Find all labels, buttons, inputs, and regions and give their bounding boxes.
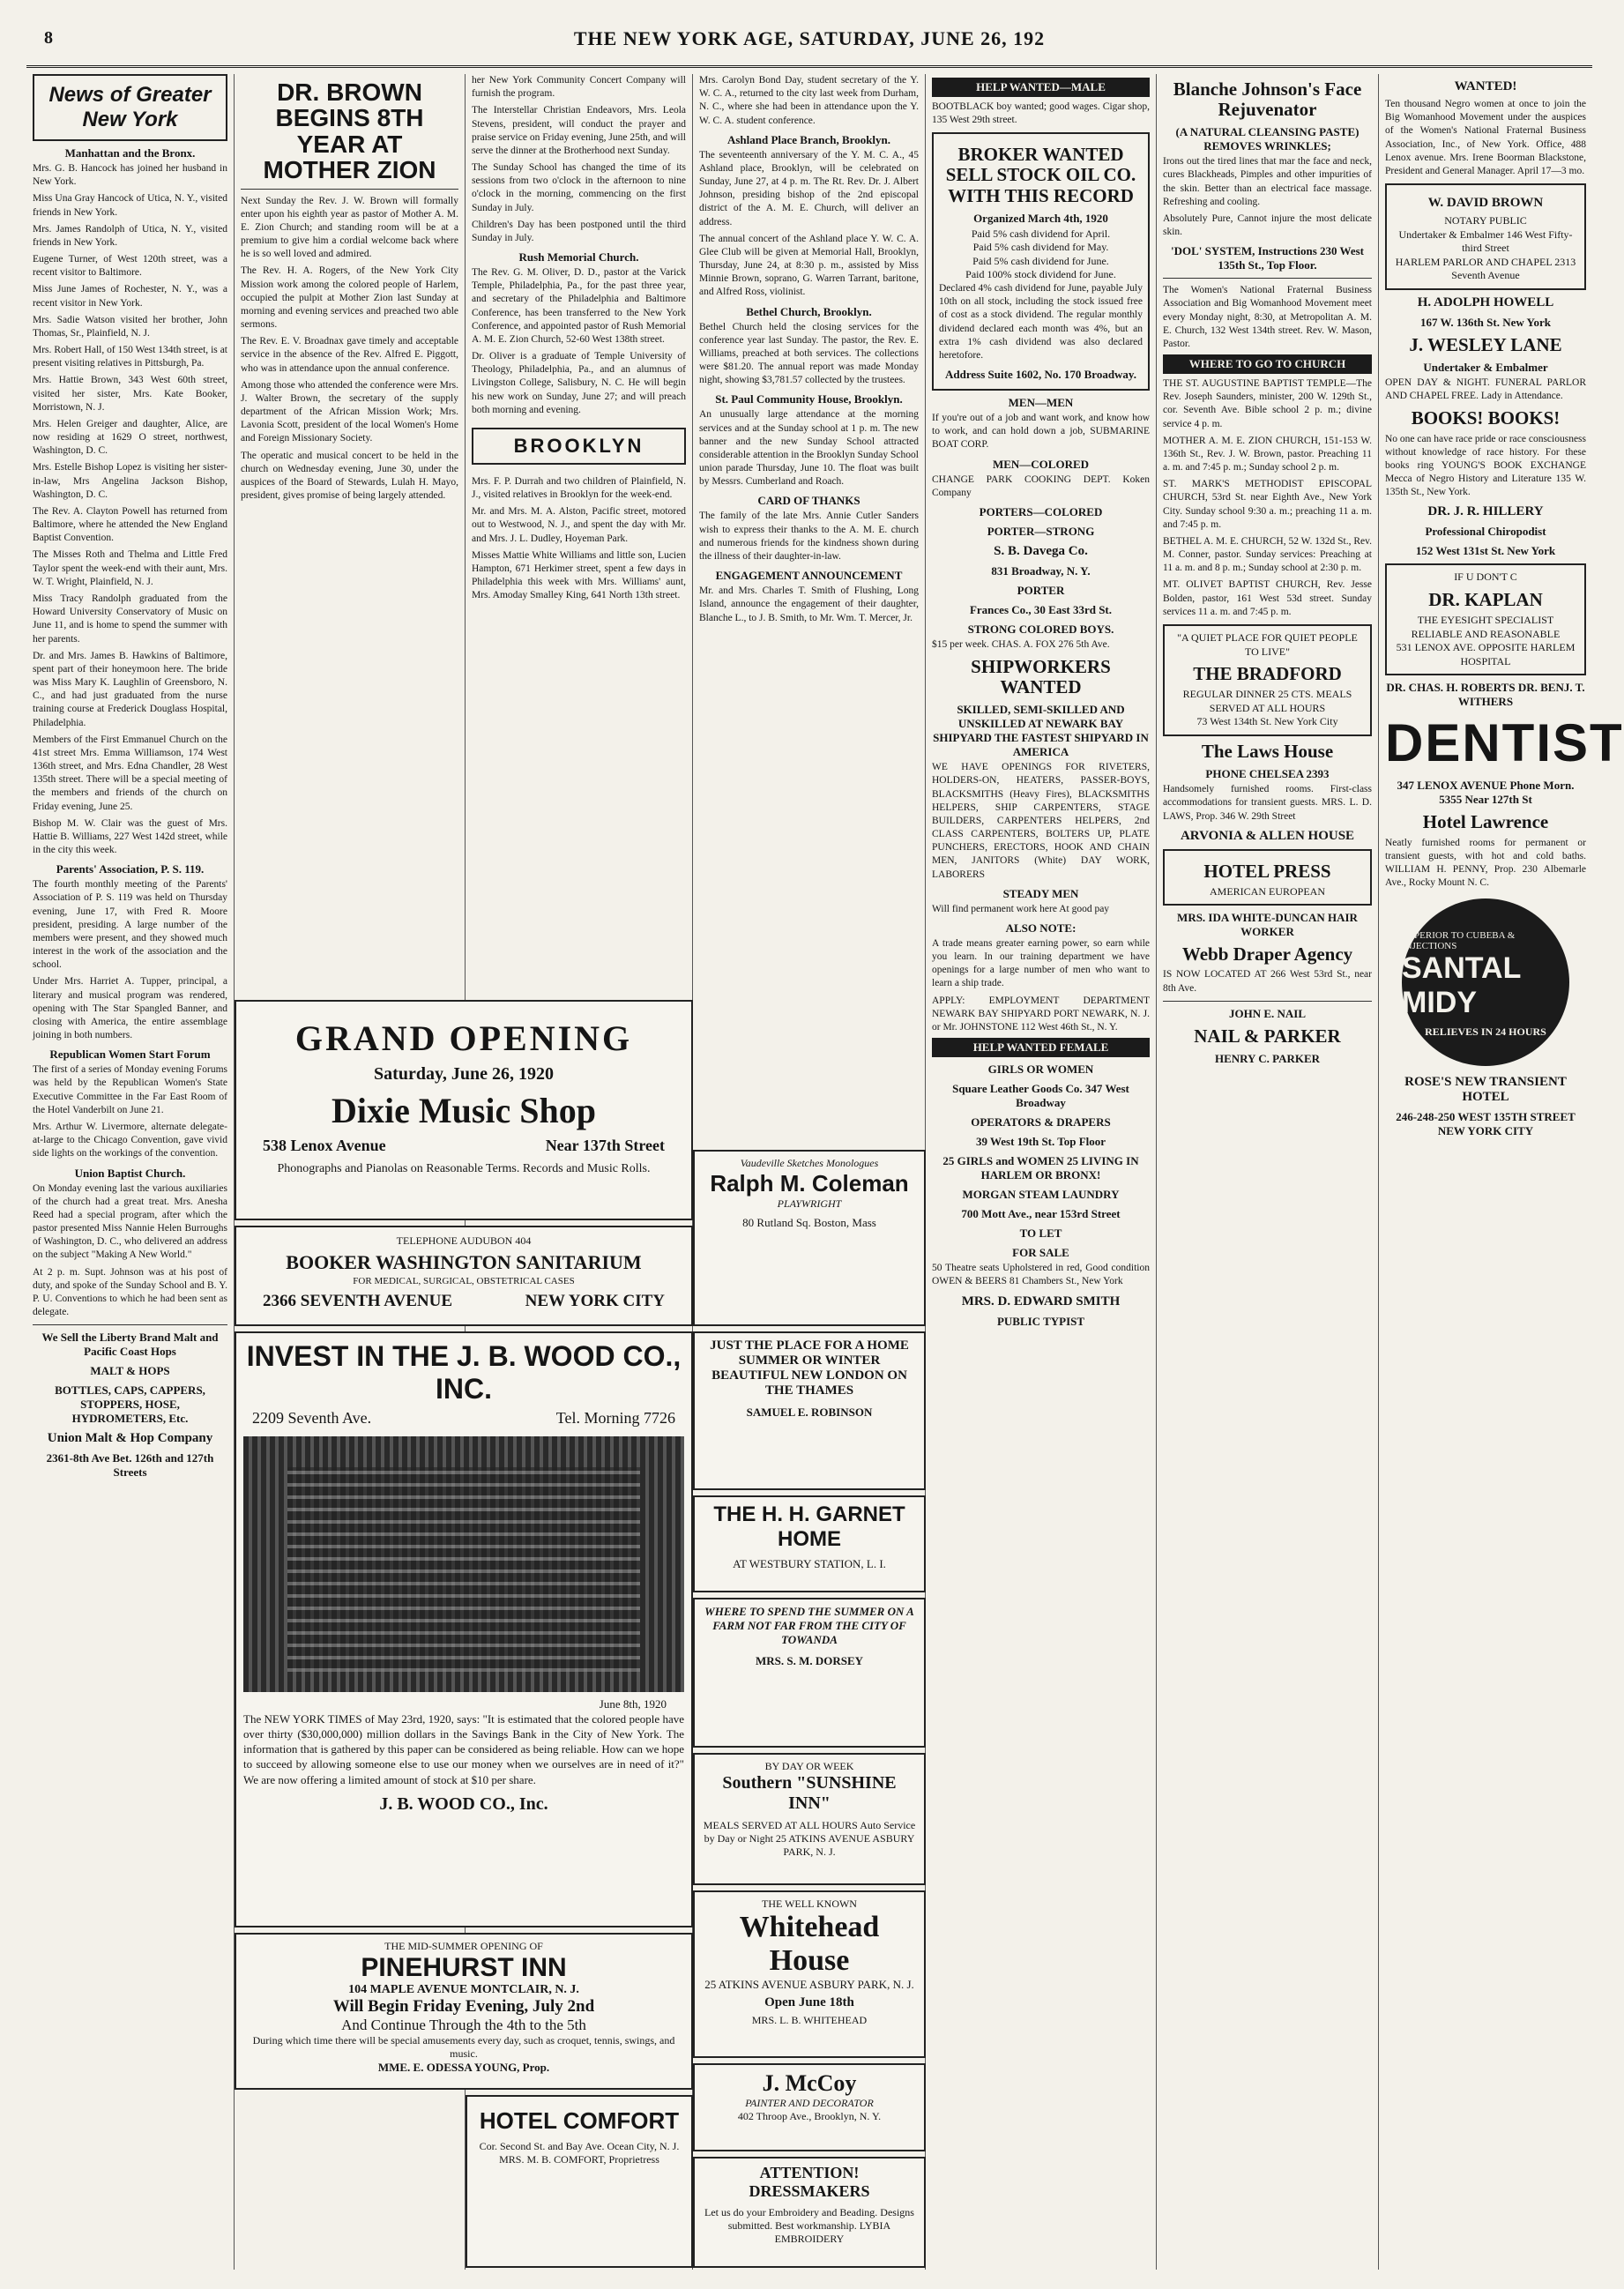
news-item: An unusually large attendance at the morning services and at the Sunday school at 1 p. m. The new banner and the new Sunday School attracted considerable attention in the Brooklyn Sunday School union parade Thursday, June 10. The float was built by Messrs. Cumberland and Roach.	[699, 409, 919, 488]
classified-header: PORTERS—COLORED	[979, 504, 1103, 518]
ad-text: NOTARY PUBLIC	[1444, 214, 1527, 227]
ad-text: The NEW YORK TIMES of May 23rd, 1920, says: "It is estimated that the colored people have over thirty ($30,000,000) million dollars in the Savings Bank in the City of New York. The information that is gathered by this paper can be considered as being reliable. How can we hope to succeed by allowing someone else to use our money when we ourselves are in need of it?" We are now offering a limited amount of stock at $10 per share.	[243, 1712, 684, 1786]
news-item: Mrs. James Randolph of Utica, N. Y., visited friends in New York.	[33, 223, 227, 248]
news-item: Misses Mattie White Williams and little son, Lucien Hampton, 671 Herkimer street, spent a few days in Philadelphia this week with Mrs. Williams' aunt, Mrs. Amoday Smalley King, 641 North 13th street.	[472, 549, 686, 601]
section-heading: Ashland Place Branch, Brooklyn.	[726, 132, 891, 146]
article-paragraph: Children's Day has been postponed until the third Sunday in July.	[472, 219, 686, 243]
ad-address: 531 LENOX AVE. OPPOSITE HARLEM HOSPITAL	[1396, 641, 1576, 667]
section-heading: Republican Women Start Forum	[49, 1048, 211, 1062]
ad-text: Undertaker & Embalmer 146 West Fifty-third Street	[1398, 227, 1573, 255]
ad-name: Dixie Music Shop	[331, 1091, 597, 1130]
classified-item: 50 Theatre seats Upholstered in red, Good condition OWEN & BEERS 81 Chambers St., New York	[932, 1263, 1150, 1287]
ad-text: AT WESTBURY STATION, L. I.	[733, 1557, 886, 1570]
news-item: Under Mrs. Harriet A. Tupper, principal, a literary and musical program was rendered, opening with The Star Spangled Banner, and closing with America, the entire assemblage joining in both numbers.	[33, 976, 227, 1041]
ad-text: Absolutely Pure, Cannot injure the most delicate skin.	[1163, 212, 1372, 238]
hotel-press-ad	[1163, 849, 1372, 906]
column-7	[1379, 74, 1624, 2270]
ad-title: Hotel Lawrence	[1422, 811, 1549, 833]
ad-text: IS NOW LOCATED AT 266 West 53rd St., near 8th Ave.	[1163, 969, 1372, 994]
news-item: Mrs. Arthur W. Livermore, alternate delegate-at-large to the Chicago Convention, gave vivid side lights on the workings of the convention.	[33, 1122, 227, 1159]
ad-text: HARLEM PARLOR AND CHAPEL 2313 Seventh Avenue	[1395, 255, 1576, 282]
news-item: The Misses Roth and Thelma and Little Fred Taylor spent the week-end with their aunt, Mrs. W. T. Wright, Plainfield, N. J.	[33, 549, 227, 587]
notice: The Women's National Fraternal Business Association and Big Womanhood Movement meet every Monday night, 8:30, at Metropolitan A. M. E. Church, 132 West 134th street. Rev. W. Mason, Pastor.	[1163, 285, 1372, 349]
ad-text: PUBLIC TYPIST	[996, 1314, 1085, 1328]
ad-text: APPLY: EMPLOYMENT DEPARTMENT NEWARK BAY SHIPYARD PORT NEWARK, N. J. or Mr. JOHNSTONE 112 West 46th St., N. Y.	[932, 995, 1150, 1033]
newspaper-page	[26, 12, 1624, 2278]
ad-text: PHONE CHELSEA 2393	[1205, 767, 1330, 781]
ad-title: HOTEL PRESS	[1203, 860, 1331, 882]
jb-wood-ad	[235, 1331, 693, 1927]
classified-item: BOOTBLACK boy wanted; good wages. Cigar shop, 135 West 29th street.	[932, 101, 1150, 126]
news-item: The seventeenth anniversary of the Y. M. C. A., 45 Ashland place, Brooklyn, will be celebrated on Sunday, June 27, at 4 p. m. The Rt. Rev. Dr. J. Albert Johnson, presiding bishop of the 2nd episcopal district of the A. M. E. Church, will deliver an address.	[699, 149, 919, 227]
news-section-header: News of Greater New York	[33, 74, 227, 141]
ad-text: MALT & HOPS	[90, 1364, 170, 1378]
ad-text: Organized March 4th, 1920	[973, 211, 1108, 225]
ad-owner: MRS. S. M. DORSEY	[755, 1654, 864, 1667]
ad-text: AMERICAN EUROPEAN	[1209, 884, 1325, 898]
ad-text: Will Begin Friday Evening, July 2nd	[332, 1997, 595, 2016]
article-paragraph: The Sunday School has changed the time of its sessions from two o'clock in the afternoon to nine o'clock in the morning, commencing on the first Sunday in July.	[472, 162, 686, 213]
ad-text: ALSO NOTE:	[1005, 921, 1076, 935]
ad-text: PLAYWRIGHT	[777, 1197, 842, 1210]
classified-header: HELP WANTED FEMALE	[932, 1038, 1150, 1057]
classified-header: STRONG COLORED BOYS.	[967, 622, 1114, 636]
grand-opening-ad	[235, 1000, 693, 1220]
news-item: Mrs. Hattie Brown, 343 West 60th street, visited her sister, Mrs. Kate Booker, Morristown, N. J.	[33, 375, 227, 413]
news-item: Mrs. G. B. Hancock has joined her husband in New York.	[33, 163, 227, 188]
classified-header: MEN—COLORED	[992, 457, 1090, 471]
news-item: The annual concert of the Ashland place Y. W. C. A. Glee Club will be given at Memorial Hall, Brooklyn, Thursday, June 24, at 8:30 p. m., assisted by Miss Minnie Brown, soprano, G. Warren Tarrant, baritone, and Alfred Ross, violinist.	[699, 233, 919, 298]
ad-address: 2366 SEVENTH AVENUE	[263, 1292, 453, 1310]
news-item: Mrs. Sadie Watson visited her brother, John Thomas, Sr., Plainfield, N. J.	[33, 314, 227, 339]
ad-text: Declared 4% cash dividend for June, payable July 10th on all stock, including the stock issued free of cost as a stock dividend. The regular monthly dividend declared each month was 4%, but an extra 1% cash dividend was also declared heretofore.	[939, 283, 1143, 361]
ad-owner: MRS. L. B. WHITEHEAD	[751, 2014, 868, 2026]
ad-title: H. ADOLPH HOWELL	[1417, 295, 1554, 309]
ad-title: ATTENTION! DRESSMAKERS	[749, 2164, 870, 2200]
ad-text: Handsomely furnished rooms. First-class accommodations for transient guests. MRS. L. D. LAWS, Prop. 346 W. 29th Street	[1163, 784, 1372, 822]
ad-address: Frances Co., 30 East 33rd St.	[969, 602, 1113, 616]
ad-title: Southern "SUNSHINE INN"	[722, 1773, 897, 1813]
ad-address: 104 MAPLE AVENUE MONTCLAIR, N. J.	[348, 1983, 579, 1996]
ad-date: Saturday, June 26, 1920	[374, 1064, 554, 1084]
ad-address: 700 Mott Ave., near 153rd Street	[961, 1207, 1121, 1221]
news-item: The family of the late Mrs. Annie Cutler Sanders wish to express their thanks to the A. M. E. church and numerous friends for the kindness shown during the illness of their daughter-in-law.	[699, 511, 919, 562]
towanda-ad	[693, 1598, 926, 1748]
divider	[1163, 1001, 1372, 1002]
article-paragraph: Among those who attended the conference were Mrs. J. Walter Brown, the secretary of the supply department of the African Mission Work; Mrs. Lavonia Scott, president of the local Women's Home and Foreign Missionary Society.	[241, 379, 458, 444]
ad-title: BROKER WANTED SELL STOCK OIL CO. WITH THIS RECORD	[945, 144, 1136, 206]
article-paragraph: Next Sunday the Rev. J. W. Brown will formally enter upon his eighth year as pastor of Mother A. M. E. Zion Church; and standing room will be at a premium to give him a cordial welcome back where he is so well loved and admired.	[241, 195, 458, 260]
ad-text: MEALS SERVED AT ALL HOURS Auto Service by Day or Night 25 ATKINS AVENUE ASBURY PARK, N. J.	[703, 1819, 916, 1858]
masthead-title: THE NEW YORK AGE, SATURDAY, JUNE 26, 192	[573, 27, 1046, 49]
ad-text: Phonographs and Pianolas on Reasonable Terms. Records and Music Rolls.	[277, 1162, 651, 1175]
column-5	[926, 74, 1157, 2270]
article-paragraph: The Rev. H. A. Rogers, of the New York City Mission work among the colored people of Harlem, occupied the pulpit at Mother Zion last Sunday at morning and evening services and preached two able sermons.	[241, 265, 458, 331]
article-paragraph: Dr. Oliver is a graduate of Temple University of Theology, Philadelphia, Pa., and an alumnus of Livingston College, Salisbury, N. C. He will begin his new work on Sunday, June 27; and will preach both morning and evening.	[472, 351, 686, 415]
church-listing: ST. MARK'S METHODIST EPISCOPAL CHURCH, 53rd St. near Eighth Ave., New York City. Sunday school 9:30 a. m.; preaching 11 a. m. and 7:45 p. m.	[1163, 479, 1372, 530]
ad-title: BOOKER WASHINGTON SANITARIUM	[286, 1251, 642, 1273]
news-item: Miss Una Gray Hancock of Utica, N. Y., visited friends in New York.	[33, 193, 227, 218]
classified-header: 25 GIRLS and WOMEN 25 LIVING IN HARLEM OR BRONX!	[942, 1154, 1139, 1182]
classified-header: FOR SALE	[1012, 1246, 1069, 1260]
article-paragraph: her New York Community Concert Company will furnish the program.	[472, 75, 686, 100]
building-photo	[243, 1436, 684, 1692]
ad-text: RELIABLE AND REASONABLE	[1411, 627, 1561, 640]
dentist-ad-title: DENTIST	[1385, 713, 1624, 773]
whitehead-house-ad	[693, 1890, 926, 2058]
ad-address: NEW YORK CITY	[525, 1292, 665, 1310]
ad-title: GRAND OPENING	[294, 1018, 633, 1058]
news-item: The Rev. A. Clayton Powell has returned from Baltimore, where he attended the New England Baptist Convention.	[33, 505, 227, 544]
news-item: Mrs. Estelle Bishop Lopez is visiting her sister-in-law, Mrs Angelina Jackson Bishop, Washington, D. C.	[33, 462, 227, 500]
ad-address: 80 Rutland Sq. Boston, Mass	[742, 1216, 876, 1229]
ad-title: W. DAVID BROWN	[1427, 196, 1544, 211]
ad-text: We Sell the Liberty Brand Malt and Pacific Coast Hops	[41, 1331, 219, 1359]
sunshine-inn-ad	[693, 1753, 926, 1885]
news-item: Bethel Church held the closing services for the conference year last Sunday. The pastor, the Rev. E. Williams, preached at both services. The collections were $81.20. The annual report was made Monday night, showing $3,781.57 collected by the trustees.	[699, 321, 919, 386]
classified-item: If you're out of a job and want work, and know how to work, and can hold down a job, SUBMARINE BOAT CORP.	[932, 413, 1150, 451]
ad-text: PAINTER AND DECORATOR	[745, 2097, 874, 2109]
ad-text: OPEN DAY & NIGHT. FUNERAL PARLOR AND CHAPEL FREE. Lady in Attendance.	[1385, 377, 1586, 402]
ad-text: Irons out the tired lines that mar the face and neck, cures Blackheads, Pimples and other impurities of the skin. Better than an electrical face massage. Refreshing and cooling.	[1163, 156, 1372, 207]
ad-address: Address Suite 1602, No. 170 Broadway.	[945, 368, 1136, 382]
brown-ad	[1385, 183, 1586, 290]
classified-header: PORTER	[1017, 583, 1065, 597]
classified-header: OPERATORS & DRAPERS	[971, 1115, 1111, 1130]
ad-address: 402 Throop Ave., Brooklyn, N. Y.	[737, 2110, 882, 2122]
ad-address: 2361-8th Ave Bet. 126th and 127th Streets	[46, 1451, 214, 1480]
headline: DR. BROWN BEGINS 8TH YEAR AT MOTHER ZION	[263, 78, 436, 184]
bradford-ad	[1163, 624, 1372, 736]
seal-top-text: SUPERIOR TO CUBEBA & INJECTIONS	[1402, 929, 1516, 951]
ad-title: Ralph M. Coleman	[710, 1170, 909, 1197]
church-directory-header: WHERE TO GO TO CHURCH	[1163, 354, 1372, 374]
ad-text: During which time there will be special amusements every day, such as croquet, tennis, swings, and music.	[252, 2034, 675, 2060]
mccoy-ad	[693, 2063, 926, 2151]
news-item: The first of a series of Monday evening Forums was held by the Republican Women's State Executive Committee in the Far East Room of the Hotel Vanderbilt on June 21.	[33, 1064, 227, 1115]
news-item: Mrs. Carolyn Bond Day, student secretary of the Y. W. C. A., returned to the city last week from Durham, N. C., where she had been in attendance upon the Y. W. C. A. student conference.	[699, 75, 919, 126]
ad-text: BOTTLES, CAPS, CAPPERS, STOPPERS, HOSE, HYDROMETERS, Etc.	[55, 1383, 205, 1426]
news-item: Mrs. F. P. Durrah and two children of Plainfield, N. J., visited relatives in Brooklyn for the week-end.	[472, 475, 686, 501]
ad-title: NAIL & PARKER	[1194, 1025, 1341, 1047]
ad-text: BY DAY OR WEEK	[764, 1760, 854, 1772]
news-item: Mrs. Robert Hall, of 150 West 134th street, is at present visiting relatives in Pittsburgh, Pa.	[33, 345, 227, 369]
classified-header: HELP WANTED—MALE	[932, 78, 1150, 97]
ad-text: Cor. Second St. and Bay Ave. Ocean City, N. J. MRS. M. B. COMFORT, Proprietress	[479, 2140, 680, 2166]
ad-text: Paid 100% stock dividend for June.	[965, 268, 1116, 281]
ad-text: Paid 5% cash dividend for April.	[971, 227, 1111, 240]
ad-text: REGULAR DINNER 25 CTS. MEALS SERVED AT ALL HOURS	[1182, 688, 1352, 714]
ad-text: Let us do your Embroidery and Beading. Designs submitted. Best workmanship. LYBIA EMBROIDERY	[704, 2206, 914, 2245]
ad-title: DR. J. R. HILLERY	[1427, 504, 1544, 519]
ad-title: INVEST IN THE J. B. WOOD CO., INC.	[246, 1340, 682, 1405]
church-listing: MOTHER A. M. E. ZION CHURCH, 151-153 W. 136th St., Rev. J. W. Brown, pastor. Preaching 11 a. m. and 7:45 p. m.; Sunday school 2 p. m.	[1163, 435, 1372, 473]
ad-address: 25 ATKINS AVENUE ASBURY PARK, N. J.	[704, 1978, 914, 1991]
news-item: Mr. and Mrs. Charles T. Smith of Flushing, Long Island, announce the engagement of their daughter, Blanche L., to J. B. Smith, to Mr. Wm. T. Mercer, Jr.	[699, 585, 919, 623]
news-item: On Monday evening last the various auxiliaries of the church had a great treat. Mrs. Anesha Reed had a special program, after which the pastor presented Miss Nannie Helen Burroughs of Washington, D. C., who delivered an address on the subject "Making A New World."	[33, 1182, 227, 1261]
ralph-coleman-ad	[693, 1150, 926, 1326]
ad-title: Webb Draper Agency	[1181, 943, 1353, 966]
ad-text: (A NATURAL CLEANSING PASTE) REMOVES WRINKLES;	[1175, 125, 1360, 153]
ad-text: Paid 5% cash dividend for June.	[972, 254, 1109, 267]
ad-text: FOR MEDICAL, SURGICAL, OBSTETRICAL CASES	[353, 1276, 575, 1286]
news-item: At 2 p. m. Supt. Johnson was at his post of duty, and spoke of the Sunday School and B. Y. P. U. Conventions to which he had been sent as delegate.	[33, 1266, 227, 1318]
ad-owner: MME. E. ODESSA YOUNG, Prop.	[377, 2061, 550, 2074]
ad-title: Union Malt & Hop Company	[47, 1431, 213, 1446]
ad-text: WE HAVE OPENINGS FOR RIVETERS, HOLDERS-ON, HEATERS, PASSER-BOYS, BLACKSMITHS (Heavy Fires), BLACKSMITHS HELPERS, SHIP CARPENTERS, STAGE BUILDERS, CARPENTERS HELPERS, 2nd CLASS CARPENTERS, BOLTERS UP, PLATE PUNCHERS, ERECTORS, HOOK AND CHAIN MEN, JANITORS (White) DAY WORK, LABORERS	[932, 762, 1150, 880]
section-heading: St. Paul Community House, Brooklyn.	[715, 392, 903, 406]
ad-address: 73 West 134th St. New York City	[1196, 715, 1338, 728]
page-number: 8	[44, 28, 53, 48]
ad-address: 'DOL' SYSTEM, Instructions 230 West 135th St., Top Floor.	[1171, 244, 1364, 272]
ad-title: MRS. IDA WHITE-DUNCAN HAIR WORKER	[1177, 911, 1358, 939]
dressmakers-ad	[693, 2157, 926, 2268]
ad-title: MRS. D. EDWARD SMITH	[961, 1294, 1121, 1309]
section-heading: ENGAGEMENT ANNOUNCEMENT	[715, 569, 903, 583]
ad-title: Whitehead House	[739, 1911, 880, 1977]
ad-text: Neatly furnished rooms for permanent or transient guests, with hot and cold baths. WILLIAM H. PENNY, Prop. 230 Albemarle Ave., Rocky Mount N. C.	[1385, 837, 1586, 889]
news-item: Dr. and Mrs. James B. Hawkins of Baltimore, spent part of their honeymoon here. The bride was Miss Mary K. Laughlin of Greensboro, N. C., and had just graduated from the nurse training course at Frederick Douglass Hospital, Philadelphia.	[33, 650, 227, 728]
ad-text: Vaudeville Sketches Monologues	[740, 1157, 879, 1169]
broker-ad	[932, 132, 1150, 391]
ad-address: Near 137th Street	[545, 1137, 665, 1154]
booker-sanitarium-ad	[235, 1226, 693, 1326]
ad-address: 831 Broadway, N. Y.	[991, 563, 1091, 578]
ad-text: "A QUIET PLACE FOR QUIET PEOPLE TO LIVE"	[1177, 631, 1358, 658]
new-london-ad	[693, 1331, 926, 1490]
news-item: Bishop M. W. Clair was the guest of Mrs. Hattie B. Williams, 227 West 142d street, while in the city this week.	[33, 817, 227, 856]
ad-title: PINEHURST INN	[361, 1953, 567, 1982]
ad-text: DR. CHAS. H. ROBERTS DR. BENJ. T. WITHERS	[1386, 681, 1585, 709]
ad-title: ROSE'S NEW TRANSIENT HOTEL	[1404, 1075, 1567, 1105]
church-listing: BETHEL A. M. E. CHURCH, 52 W. 132d St., Rev. M. Conner, pastor. Sunday services: Preaching at 11 a. m. and 8 p. m.; Sunday school at 2:30 p. m.	[1163, 535, 1372, 574]
classified-header: MORGAN STEAM LAUNDRY	[962, 1188, 1120, 1202]
ad-address: 347 LENOX AVENUE Phone Morn. 5355 Near 127th St	[1397, 779, 1575, 807]
ad-address: Square Leather Goods Co. 347 West Broadway	[952, 1082, 1129, 1110]
section-heading: Manhattan and the Bronx.	[64, 146, 196, 160]
classified-header: TO LET	[1019, 1227, 1062, 1241]
ad-title: JUST THE PLACE FOR A HOME SUMMER OR WINTER BEAUTIFUL NEW LONDON ON THE THAMES	[710, 1338, 909, 1398]
church-listing: THE ST. AUGUSTINE BAPTIST TEMPLE—The Rev. Joseph Saunders, minister, 200 W. 129th St., cor. Seventh Ave. Bible school 2 p. m.; divine service 4 p. m.	[1163, 378, 1372, 429]
section-heading: CARD OF THANKS	[757, 494, 860, 508]
ad-title: THE BRADFORD	[1193, 663, 1342, 685]
ad-title: J. McCoy	[762, 2070, 857, 2096]
pinehurst-inn-ad	[235, 1933, 693, 2090]
ad-text: And Continue Through the 4th to the 5th	[341, 2017, 586, 2033]
ad-text: Undertaker & Embalmer	[1423, 361, 1548, 375]
seal-title: SANTAL MIDY	[1402, 951, 1521, 1019]
garnet-home-ad	[693, 1495, 926, 1592]
ad-title: WANTED!	[1454, 79, 1517, 93]
section-heading: Rush Memorial Church.	[518, 250, 639, 265]
ad-text: STEADY MEN	[1002, 886, 1079, 900]
news-item: Miss June James of Rochester, N. Y., was a recent visitor in New York.	[33, 284, 227, 309]
ad-title: Blanche Johnson's Face Rejuvenator	[1173, 78, 1362, 121]
classified-header: PORTER—STRONG	[987, 524, 1095, 538]
divider	[33, 1324, 227, 1325]
hotel-comfort-ad	[466, 2095, 693, 2268]
ad-owner: SAMUEL E. ROBINSON	[746, 1405, 873, 1419]
ad-text: A trade means greater earning power, so earn while you learn. In our training department we have openings for a large number of men who want to learn a ship trade.	[932, 937, 1150, 989]
news-item: Mr. and Mrs. M. A. Alston, Pacific street, motored out to Westwood, N. J., and spent the day with Mr. and Mrs. J. L. Dudley, Hoyeman Park.	[472, 506, 686, 544]
ad-title: WHERE TO SPEND THE SUMMER ON A FARM NOT FAR FROM THE CITY OF TOWANDA	[704, 1605, 914, 1646]
ad-company: J. B. WOOD CO., Inc.	[379, 1793, 548, 1814]
column-1	[26, 74, 235, 2270]
ad-text: THE WELL KNOWN	[762, 1898, 857, 1910]
section-heading: Bethel Church, Brooklyn.	[746, 304, 872, 318]
divider	[1163, 278, 1372, 279]
ad-title: HOTEL COMFORT	[479, 2107, 680, 2134]
ad-title: BOOKS! BOOKS!	[1411, 407, 1561, 429]
section-heading: Parents' Association, P. S. 119.	[56, 862, 205, 876]
ad-address: 246-248-250 WEST 135TH STREET NEW YORK CITY	[1396, 1110, 1576, 1138]
article-paragraph: The Rev. G. M. Oliver, D. D., pastor at the Varick Temple, Philadelphia, Pa., for the past three year, and secretary of the Philadelphia and Baltimore Conference, has been transferred to the New York Conference, and appointed pastor of Rush Memorial A. M. E. Zion Church, 52-60 West 138th street.	[472, 267, 686, 345]
article-paragraph: The Interstellar Christian Endeavors, Mrs. Leola Stevens, president, will conduct the prayer and praise service on Friday evening, June 25th, and will serve the dinner at the Brotherhood next Sunday.	[472, 105, 686, 156]
santal-midy-seal	[1402, 898, 1569, 1066]
ad-text: No one can have race pride or race consciousness without knowledge of race history. For these books ring YOUNG'S BOOK EXCHANGE Mecca of Negro History and Literature 135 W. 135th St., New York.	[1385, 433, 1586, 498]
ad-date: June 8th, 1920	[599, 1697, 667, 1711]
ad-title: DR. KAPLAN	[1428, 588, 1543, 610]
divider	[241, 189, 458, 190]
ad-text: Professional Chiropodist	[1425, 525, 1546, 539]
ad-text: HENRY C. PARKER	[1214, 1051, 1321, 1065]
ad-title: SHIPWORKERS WANTED	[971, 656, 1111, 698]
ad-text: THE MID-SUMMER OPENING OF	[384, 1940, 543, 1952]
news-item: The fourth monthly meeting of the Parents' Association of P. S. 119 was held on Thursday evening, June 17, with Fred R. Moore president, presiding. A large number of the members were present, and they showed much interest in the work of the association and the school.	[33, 879, 227, 971]
column-6	[1157, 74, 1379, 2270]
ad-address: 152 West 131st St. New York	[1415, 544, 1556, 558]
ad-address: 538 Lenox Avenue	[263, 1137, 386, 1154]
news-item: Mrs. Helen Greiger and daughter, Alice, are now residing at 1629 O street, northwest, Washington, D. C.	[33, 418, 227, 457]
church-listing: MT. OLIVET BAPTIST CHURCH, Rev. Jesse Bolden, pastor, 161 West 53d street. Sunday services 11 a. m. and 7:45 p. m.	[1163, 579, 1372, 617]
classified-header: MEN—MEN	[1008, 396, 1074, 410]
ad-title: S. B. Davega Co.	[994, 543, 1088, 558]
ad-text: Paid 5% cash dividend for May.	[972, 241, 1109, 254]
classified-item: CHANGE PARK COOKING DEPT. Koken Company	[932, 473, 1150, 498]
brooklyn-section-header: BROOKLYN	[472, 428, 686, 465]
ad-title: The Laws House	[1201, 741, 1334, 763]
ad-text: Will find permanent work here At good pay	[932, 903, 1110, 914]
ad-text: SKILLED, SEMI-SKILLED AND UNSKILLED AT NEWARK BAY SHIPYARD THE FASTEST SHIPYARD IN AMERICA	[933, 703, 1149, 759]
ad-text: THE EYESIGHT SPECIALIST	[1417, 614, 1554, 627]
ad-title: J. WESLEY LANE	[1409, 334, 1562, 355]
article-paragraph: The Rev. E. V. Broadnax gave timely and acceptable service in the absence of the Rev. Alfred E. Piggott, who was in attendance upon the annual conference.	[241, 336, 458, 374]
news-item: Eugene Turner, of West 120th street, was a recent visitor to Baltimore.	[33, 254, 227, 279]
ad-text: Ten thousand Negro women at once to join the Big Womanhood Movement under the auspices of the Women's National Fraternal Business Association, Inc., of New York. Office, 488 Lenox avenue. Mrs. Irene Boorman Blackstone, President and General Manager. April 17—3 mo.	[1385, 99, 1586, 176]
ad-phone: Tel. Morning 7726	[555, 1409, 675, 1427]
ad-text: JOHN E. NAIL	[1228, 1006, 1307, 1020]
article-paragraph: The operatic and musical concert to be held in the church on Wednesday evening, June 30, under the auspices of the Board of Stewards, Lulah H. Mayo, president, gives promise of being largely attended.	[241, 450, 458, 502]
ad-title: ARVONIA & ALLEN HOUSE	[1180, 828, 1355, 843]
ad-phone: TELEPHONE AUDUBON 404	[396, 1234, 532, 1247]
classified-header: GIRLS OR WOMEN	[987, 1062, 1094, 1077]
ad-address: 167 W. 136th St. New York	[1420, 316, 1551, 329]
seal-bottom-text: RELIEVES IN 24 HOURS	[1425, 1025, 1546, 1038]
news-item: Miss Tracy Randolph graduated from the Howard University Conservatory of Music on June 11, and is home to spend the summer with her parents.	[33, 593, 227, 645]
masthead	[26, 12, 1592, 68]
kaplan-ad	[1385, 563, 1586, 675]
ad-text: IF U DON'T C	[1454, 570, 1517, 584]
classified-item: $15 per week. CHAS. A. FOX 276 5th Ave.	[932, 638, 1110, 650]
ad-title: THE H. H. GARNET HOME	[713, 1502, 905, 1551]
section-heading: Union Baptist Church.	[74, 1166, 186, 1180]
ad-address: 39 West 19th St. Top Floor	[975, 1135, 1106, 1149]
ad-text: Open June 18th	[764, 1995, 854, 2009]
news-item: Members of the First Emmanuel Church on the 41st street Mrs. Emma Williamson, 174 West 136th street, and Mrs. Edna Chandler, 28 West 135th street. There will be a special meeting of the members and friends of the church on Friday evening, June 25.	[33, 734, 227, 812]
ad-address: 2209 Seventh Ave.	[252, 1409, 372, 1427]
